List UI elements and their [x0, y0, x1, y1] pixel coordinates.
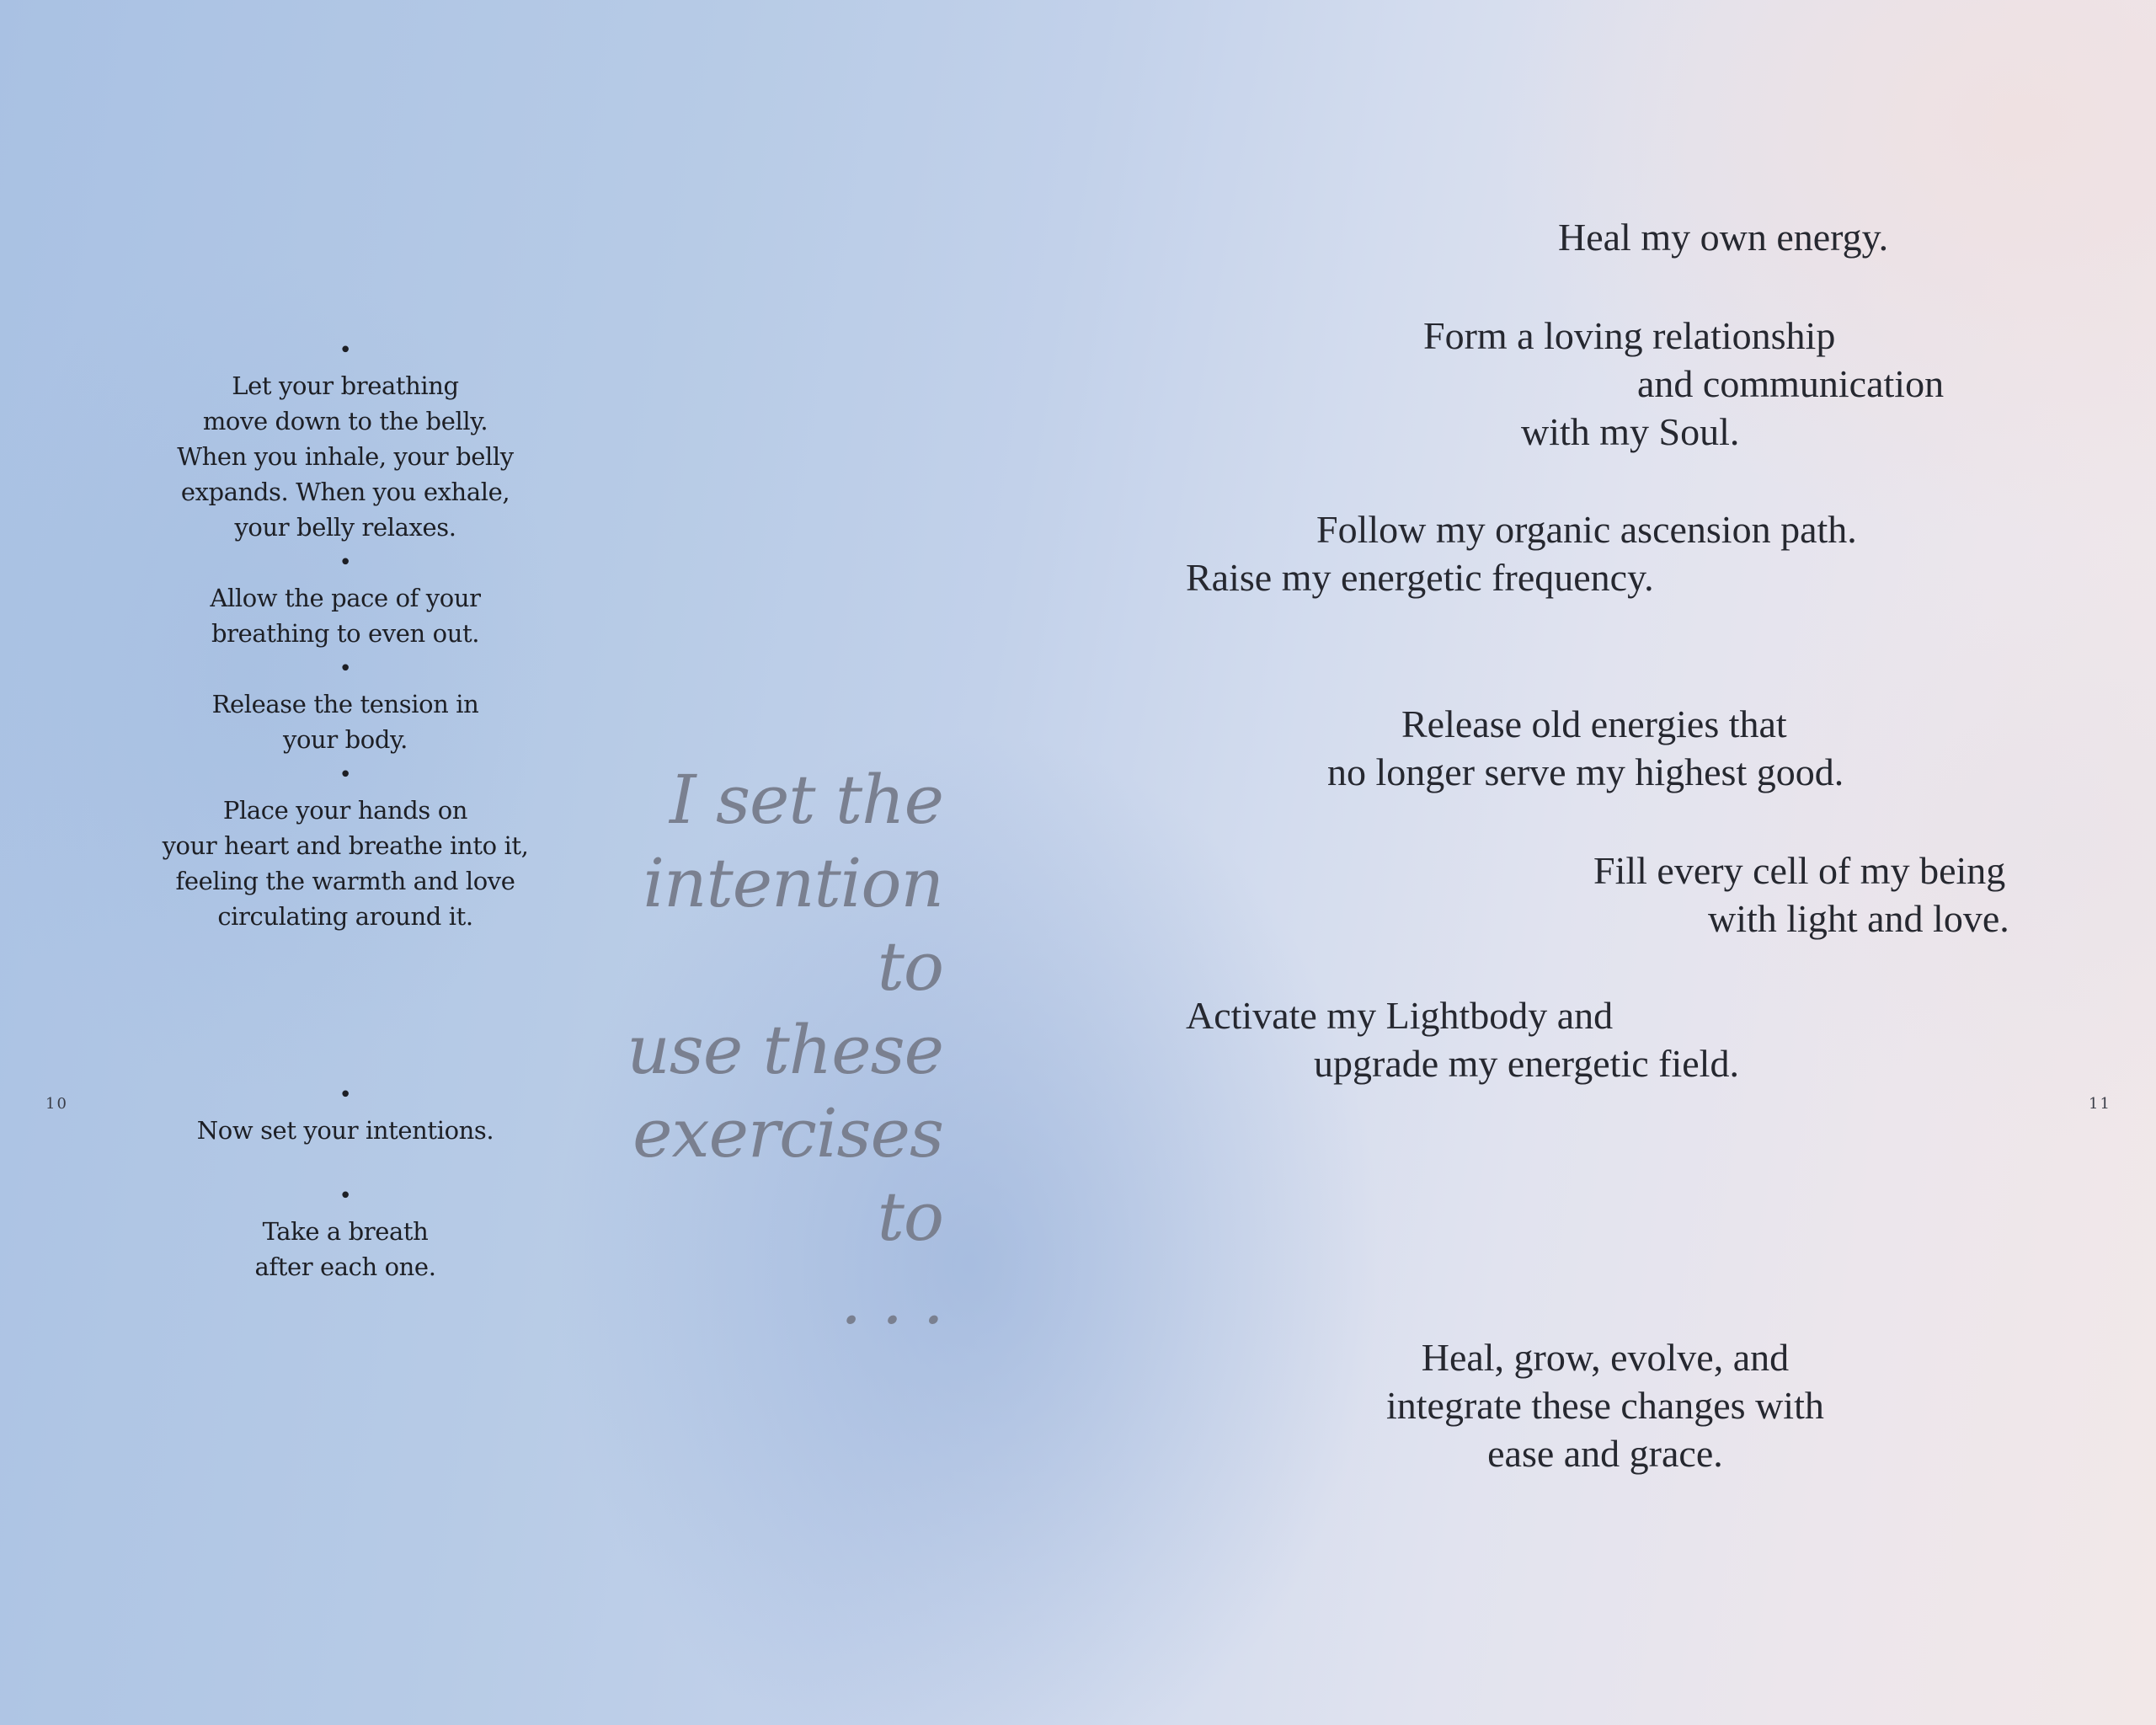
bullet-dot: •	[339, 762, 352, 788]
affirmation-line: integrate these changes with	[1386, 1384, 1824, 1427]
step-text: Release the tension in your body.	[211, 690, 479, 754]
step-3	[135, 651, 556, 757]
step-text: Allow the pace of your breathing to even out.	[210, 584, 481, 648]
step-text: Place your hands on your heart and breathe into it, feeling the warmth and love circulating around it.	[162, 796, 529, 931]
bullet-dot: •	[339, 1082, 352, 1108]
bullet-dot: •	[339, 1183, 352, 1209]
affirmation-line: with light and love.	[1708, 897, 2009, 940]
affirmation-3	[1186, 505, 1857, 601]
affirmation-line: ease and grace.	[1487, 1432, 1723, 1475]
affirmation-line: Heal my own energy.	[1558, 216, 1889, 259]
step-4	[135, 757, 556, 934]
affirmation-4	[1327, 700, 1844, 796]
step-text: Let your breathing move down to the belly. When you inhale, your belly expands. When you exhale, your belly relaxes.	[177, 371, 514, 542]
intention-quote: I set the intention to use these exercises to . . .	[627, 761, 943, 1339]
bullet-dot: •	[339, 550, 352, 575]
affirmation-line: Heal, grow, evolve, and	[1421, 1336, 1790, 1379]
step-1	[135, 333, 556, 545]
affirmation-7	[1386, 1333, 1824, 1477]
bullet-dot: •	[339, 656, 352, 681]
affirmation-6	[1186, 991, 1739, 1087]
affirmation-line: Fill every cell of my being	[1593, 849, 2006, 892]
affirmation-line: upgrade my energetic field.	[1314, 1042, 1739, 1085]
affirmation-2	[1423, 312, 1944, 456]
step-2	[135, 545, 556, 651]
step-5	[135, 1077, 556, 1148]
affirmation-line: Follow my organic ascension path.	[1316, 508, 1857, 551]
page-number-right: 11	[2089, 1095, 2111, 1113]
affirmation-line: Raise my energetic frequency.	[1186, 556, 1654, 599]
affirmation-line: with my Soul.	[1521, 410, 1740, 453]
affirmation-5	[1593, 846, 2009, 943]
step-text: Now set your intentions.	[196, 1116, 494, 1145]
step-6	[135, 1178, 556, 1284]
bullet-dot: •	[339, 338, 352, 363]
breathing-steps	[135, 333, 556, 1284]
affirmation-line: and communication	[1637, 362, 1945, 405]
affirmation-line: Form a loving relationship	[1423, 314, 1836, 357]
affirmation-line: no longer serve my highest good.	[1327, 750, 1844, 793]
affirmation-line: Activate my Lightbody and	[1186, 994, 1614, 1037]
page-number-left: 10	[45, 1095, 68, 1113]
affirmation-1	[1558, 213, 1888, 261]
affirmation-line: Release old energies that	[1401, 702, 1787, 745]
step-text: Take a breath after each one.	[254, 1217, 436, 1281]
